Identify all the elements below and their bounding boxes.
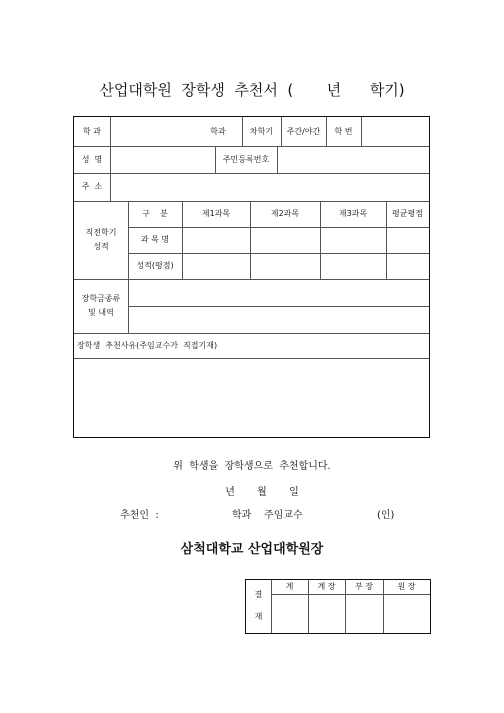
row-divider (74, 358, 429, 359)
approval-box (245, 579, 431, 634)
recommendation-reason-label: 장학생 추천사유(주임교수가 직접기재) (77, 340, 218, 350)
subject-2-label: 제2과목 (270, 209, 300, 218)
address-label: 주 소 (81, 182, 103, 191)
department-label: 학 과 (83, 126, 101, 136)
document-title: 산업대학원 장학생 추천서 ( 년 학기) (99, 81, 405, 99)
resident-number-label: 주민등록번호 (222, 154, 270, 164)
col-divider (277, 146, 278, 173)
semester-label: 차학기 (249, 126, 274, 136)
average-label: 평균평점 (392, 209, 423, 218)
row-divider (271, 594, 430, 595)
recommender-label: 추천인 : (120, 510, 159, 521)
approval-col-1: 계 (285, 582, 294, 591)
approval-col-3: 부 장 (355, 582, 373, 591)
subject-name-label: 과 목 명 (140, 235, 170, 244)
subject-1-label: 제1과목 (201, 209, 231, 218)
school-name: 삼척대학교 산업대학원장 (180, 542, 324, 557)
approval-side-label-1: 결 (254, 590, 263, 599)
col-divider (110, 117, 111, 201)
previous-grades-label: 직전학기 성적 (85, 228, 117, 251)
name-label: 성 명 (81, 154, 103, 164)
student-number-label: 학 번 (334, 126, 353, 136)
row-divider (74, 173, 429, 174)
department-suffix: 학과 (210, 126, 226, 136)
row-divider (128, 306, 429, 307)
recommendation-form (73, 116, 430, 438)
recommendation-statement: 위 학생을 장학생으로 추천합니다. (173, 461, 331, 472)
date-line: 년 월 일 (225, 487, 299, 498)
day-night-label: 주간/야간 (286, 126, 321, 136)
seal-mark: (인) (377, 510, 395, 521)
recommender-role: 학과 주임교수 (232, 510, 303, 521)
approval-col-2: 계 장 (317, 582, 336, 591)
grade-label: 성적(평점) (136, 261, 174, 270)
approval-col-4: 원 장 (397, 582, 416, 591)
scholarship-type-label: 장학금종류 및 내역 (81, 294, 121, 317)
col-divider (361, 117, 362, 146)
subject-3-label: 제3과목 (338, 209, 368, 218)
approval-side-label-2: 재 (254, 612, 263, 621)
category-label: 구 분 (142, 209, 168, 218)
